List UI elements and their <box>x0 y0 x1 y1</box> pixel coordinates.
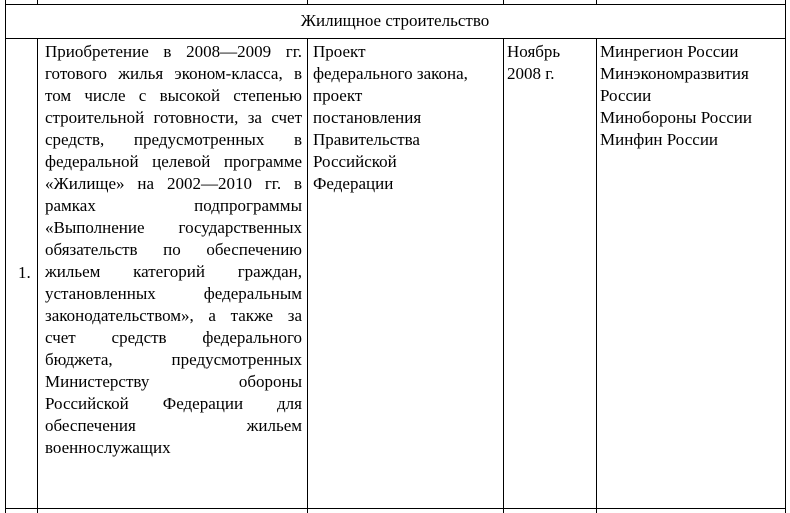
responsible-executors: Минрегион России Минэкономразвития России Минобороны России Минфин России <box>600 42 752 149</box>
column-divider-3 <box>503 38 504 513</box>
table-border-right <box>785 38 786 513</box>
column-divider-2 <box>307 38 308 513</box>
section-title: Жилищное строительство <box>300 11 490 30</box>
row-number: 1. <box>18 263 31 282</box>
document-type: Проект федерального закона, проект постановления Правительства Российской Федерации <box>313 42 468 193</box>
row-divider-bottom <box>5 508 786 509</box>
row-divider-header <box>5 38 786 39</box>
measure-description: Приобретение в 2008—2009 гг. готового жилья эконом-класса, в том числе с высокой степенью строительной готовности, за счет средств, предусмотренных в федеральной целевой программе «Жилище» на 2002—2010 гг. в рамках подпрограммы «Выполнение государственных обязательств по обеспечению жильем категорий граждан, установленных федеральным законодательством», а также за счет средств федерального бюджета, предусмотренных Министерству обороны Российской Федерации для обеспечения жильем военнослужащих <box>45 42 302 457</box>
column-divider-4 <box>596 38 597 513</box>
table-border-right-top <box>785 0 786 39</box>
deadline: Ноябрь 2008 г. <box>507 42 561 83</box>
row-divider-top <box>5 4 786 5</box>
table-border-left <box>5 38 6 513</box>
